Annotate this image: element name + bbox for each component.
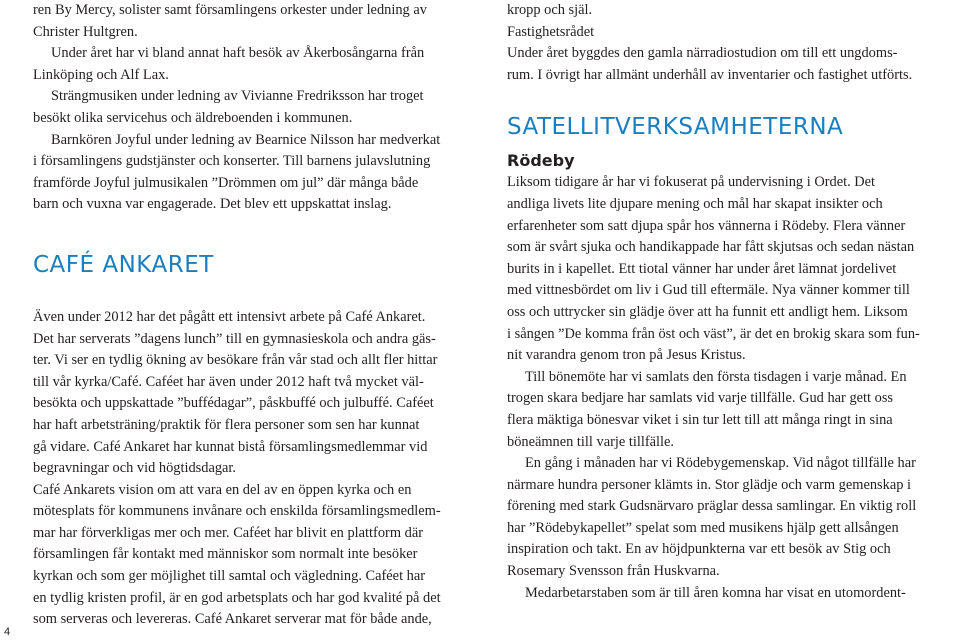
text-line: flera mäktiga bönesvar viket i sin tur lett till att många ringt in sina xyxy=(507,411,893,428)
text-line: Det har serverats ”dagens lunch” till en gymnasieskola och andra gäs- xyxy=(33,330,436,347)
text-line: framförde Joyful julmusikalen ”Drömmen om jul” där många både xyxy=(33,174,419,191)
text-line: besökta och uppskattade ”buffédagar”, påskbuffé och julbuffé. Caféet xyxy=(33,395,434,412)
left-column xyxy=(33,0,487,631)
text-line: Även under 2012 har det pågått ett intensivt arbete på Café Ankaret. xyxy=(33,308,426,325)
text-line: rum. I övrigt har allmänt underhåll av inventarier och fastighet utförts. xyxy=(507,66,913,83)
text-line: besökt olika servicehus och äldreboenden i kommunen. xyxy=(33,109,353,126)
text-line: barn och vuxna var engagerade. Det blev ett uppskattat inslag. xyxy=(33,196,392,213)
text-line: Medarbetarstaben som är till åren komna har visat en utomordent- xyxy=(525,584,906,601)
text-line: Barnkören Joyful under ledning av Bearnice Nilsson har medverkat xyxy=(51,131,441,148)
text-line: har haft arbetsträning/praktik för flera personer som sen har kunnat xyxy=(33,416,420,433)
text-line: ren By Mercy, solister samt församlingens orkester under ledning av xyxy=(33,2,427,18)
text-line: Strängmusiken under ledning av Vivianne Fredriksson har troget xyxy=(51,88,424,105)
text-line: burits in i kapellet. Ett tiotal vänner har under året lämnat jordelivet xyxy=(507,260,897,277)
page-number: 4 xyxy=(4,626,11,638)
text-line: oss och uttrycker sin glädje över att ha funnit ett andligt hem. Liksom xyxy=(507,303,908,320)
text-line: nit varandra genom tron på Jesus Kristus. xyxy=(507,347,746,364)
text-line: med vittnesbördet om liv i Gud till eftermäle. Nya vänner kommer till xyxy=(507,282,910,299)
text-line: Under året har vi bland annat haft besök av Åkerbosångarna från xyxy=(51,45,425,62)
text-line: Liksom tidigare år har vi fokuserat på undervisning i Ordet. Det xyxy=(507,174,876,191)
text-line: begravningar och vid högtidsdagar. xyxy=(33,460,237,477)
text-line: inspiration och takt. En av höjdpunkterna var ett besök av Stig och xyxy=(507,541,891,558)
cafe-ankaret-text xyxy=(33,307,487,631)
text-line: som serveras och levereras. Café Ankaret serverar mat för både ande, xyxy=(33,611,432,628)
text-line: gå vidare. Café Ankaret har kunnat bistå församlingsmedlemmar vid xyxy=(33,438,428,455)
satellitverksamheterna-heading: SATELLITVERKSAMHETERNA xyxy=(507,114,844,141)
text-line: erfarenheter som satt djupa spår hos vännerna i Rödeby. Flera vänner xyxy=(507,217,906,234)
rodeby-heading: Rödeby xyxy=(507,151,575,171)
text-line: andliga livets lite djupare mening och mål har skapat insikter och xyxy=(507,195,883,212)
text-line: förening med stark Gudsnärvaro präglar dessa samlingar. En viktig roll xyxy=(507,498,917,515)
text-line: som är svårt sjuka och handikappade har fått skjutsas och sedan nästan xyxy=(507,239,915,256)
right-top-text xyxy=(507,0,945,86)
text-line: Café Ankarets vision om att vara en del av en öppen kyrka och en xyxy=(33,481,412,498)
right-column xyxy=(507,0,945,604)
text-line: En gång i månaden har vi Rödebygemenskap. Vid något tillfälle har xyxy=(525,455,916,472)
text-line: kyrkan och som ger möjlighet till samtal och vägledning. Caféet har xyxy=(33,568,426,585)
fastighetsradet-subheading: Fastighetsrådet xyxy=(507,23,595,40)
text-line: i församlingens gudstjänster och konserter. Till barnens julavslutning xyxy=(33,153,431,170)
text-line: Till bönemöte har vi samlats den första tisdagen i varje månad. En xyxy=(525,368,907,385)
cafe-ankaret-heading: CAFÉ ANKARET xyxy=(33,251,214,278)
text-line: Rosemary Svensson från Huskvarna. xyxy=(507,563,720,580)
text-line: trogen skara bedjare har samlats vid varje tillfälle. Gud har gett oss xyxy=(507,390,894,407)
text-line: kropp och själ. xyxy=(507,2,593,18)
text-line: mötesplats för kommunens invånare och enskilda församlingsmedlem- xyxy=(33,503,441,520)
text-line: närmare hundra personer klämts in. Stor glädje och varm gemenskap i xyxy=(507,476,912,493)
intro-text xyxy=(33,0,487,216)
rodeby-text xyxy=(507,172,945,604)
text-line: församlingen får kontakt med människor som normalt inte besöker xyxy=(33,546,418,563)
text-line: har ”Rödebykapellet” spelat som med musikens hjälp gett allsången xyxy=(507,519,899,536)
text-line: till vår kyrka/Café. Caféet har även under 2012 haft två mycket väl- xyxy=(33,373,424,390)
text-line: böneämnen till varje tillfälle. xyxy=(507,433,675,450)
text-line: i sången ”De komma från öst och väst”, är det en brokig skara som fun- xyxy=(507,325,920,342)
text-line: en tydlig kristen profil, är en god arbetsplats och har god kvalité på det xyxy=(33,589,441,606)
text-line: Linköping och Alf Lax. xyxy=(33,66,169,83)
text-line: Under året byggdes den gamla närradiostudion om till ett ungdoms- xyxy=(507,45,898,62)
text-line: mar har förverkligas mer och mer. Caféet har blivit en plattform där xyxy=(33,524,423,541)
text-line: Christer Hultgren. xyxy=(33,23,138,40)
text-line: ter. Vi ser en tydlig ökning av besökare från vår stad och allt fler hittar xyxy=(33,352,438,369)
